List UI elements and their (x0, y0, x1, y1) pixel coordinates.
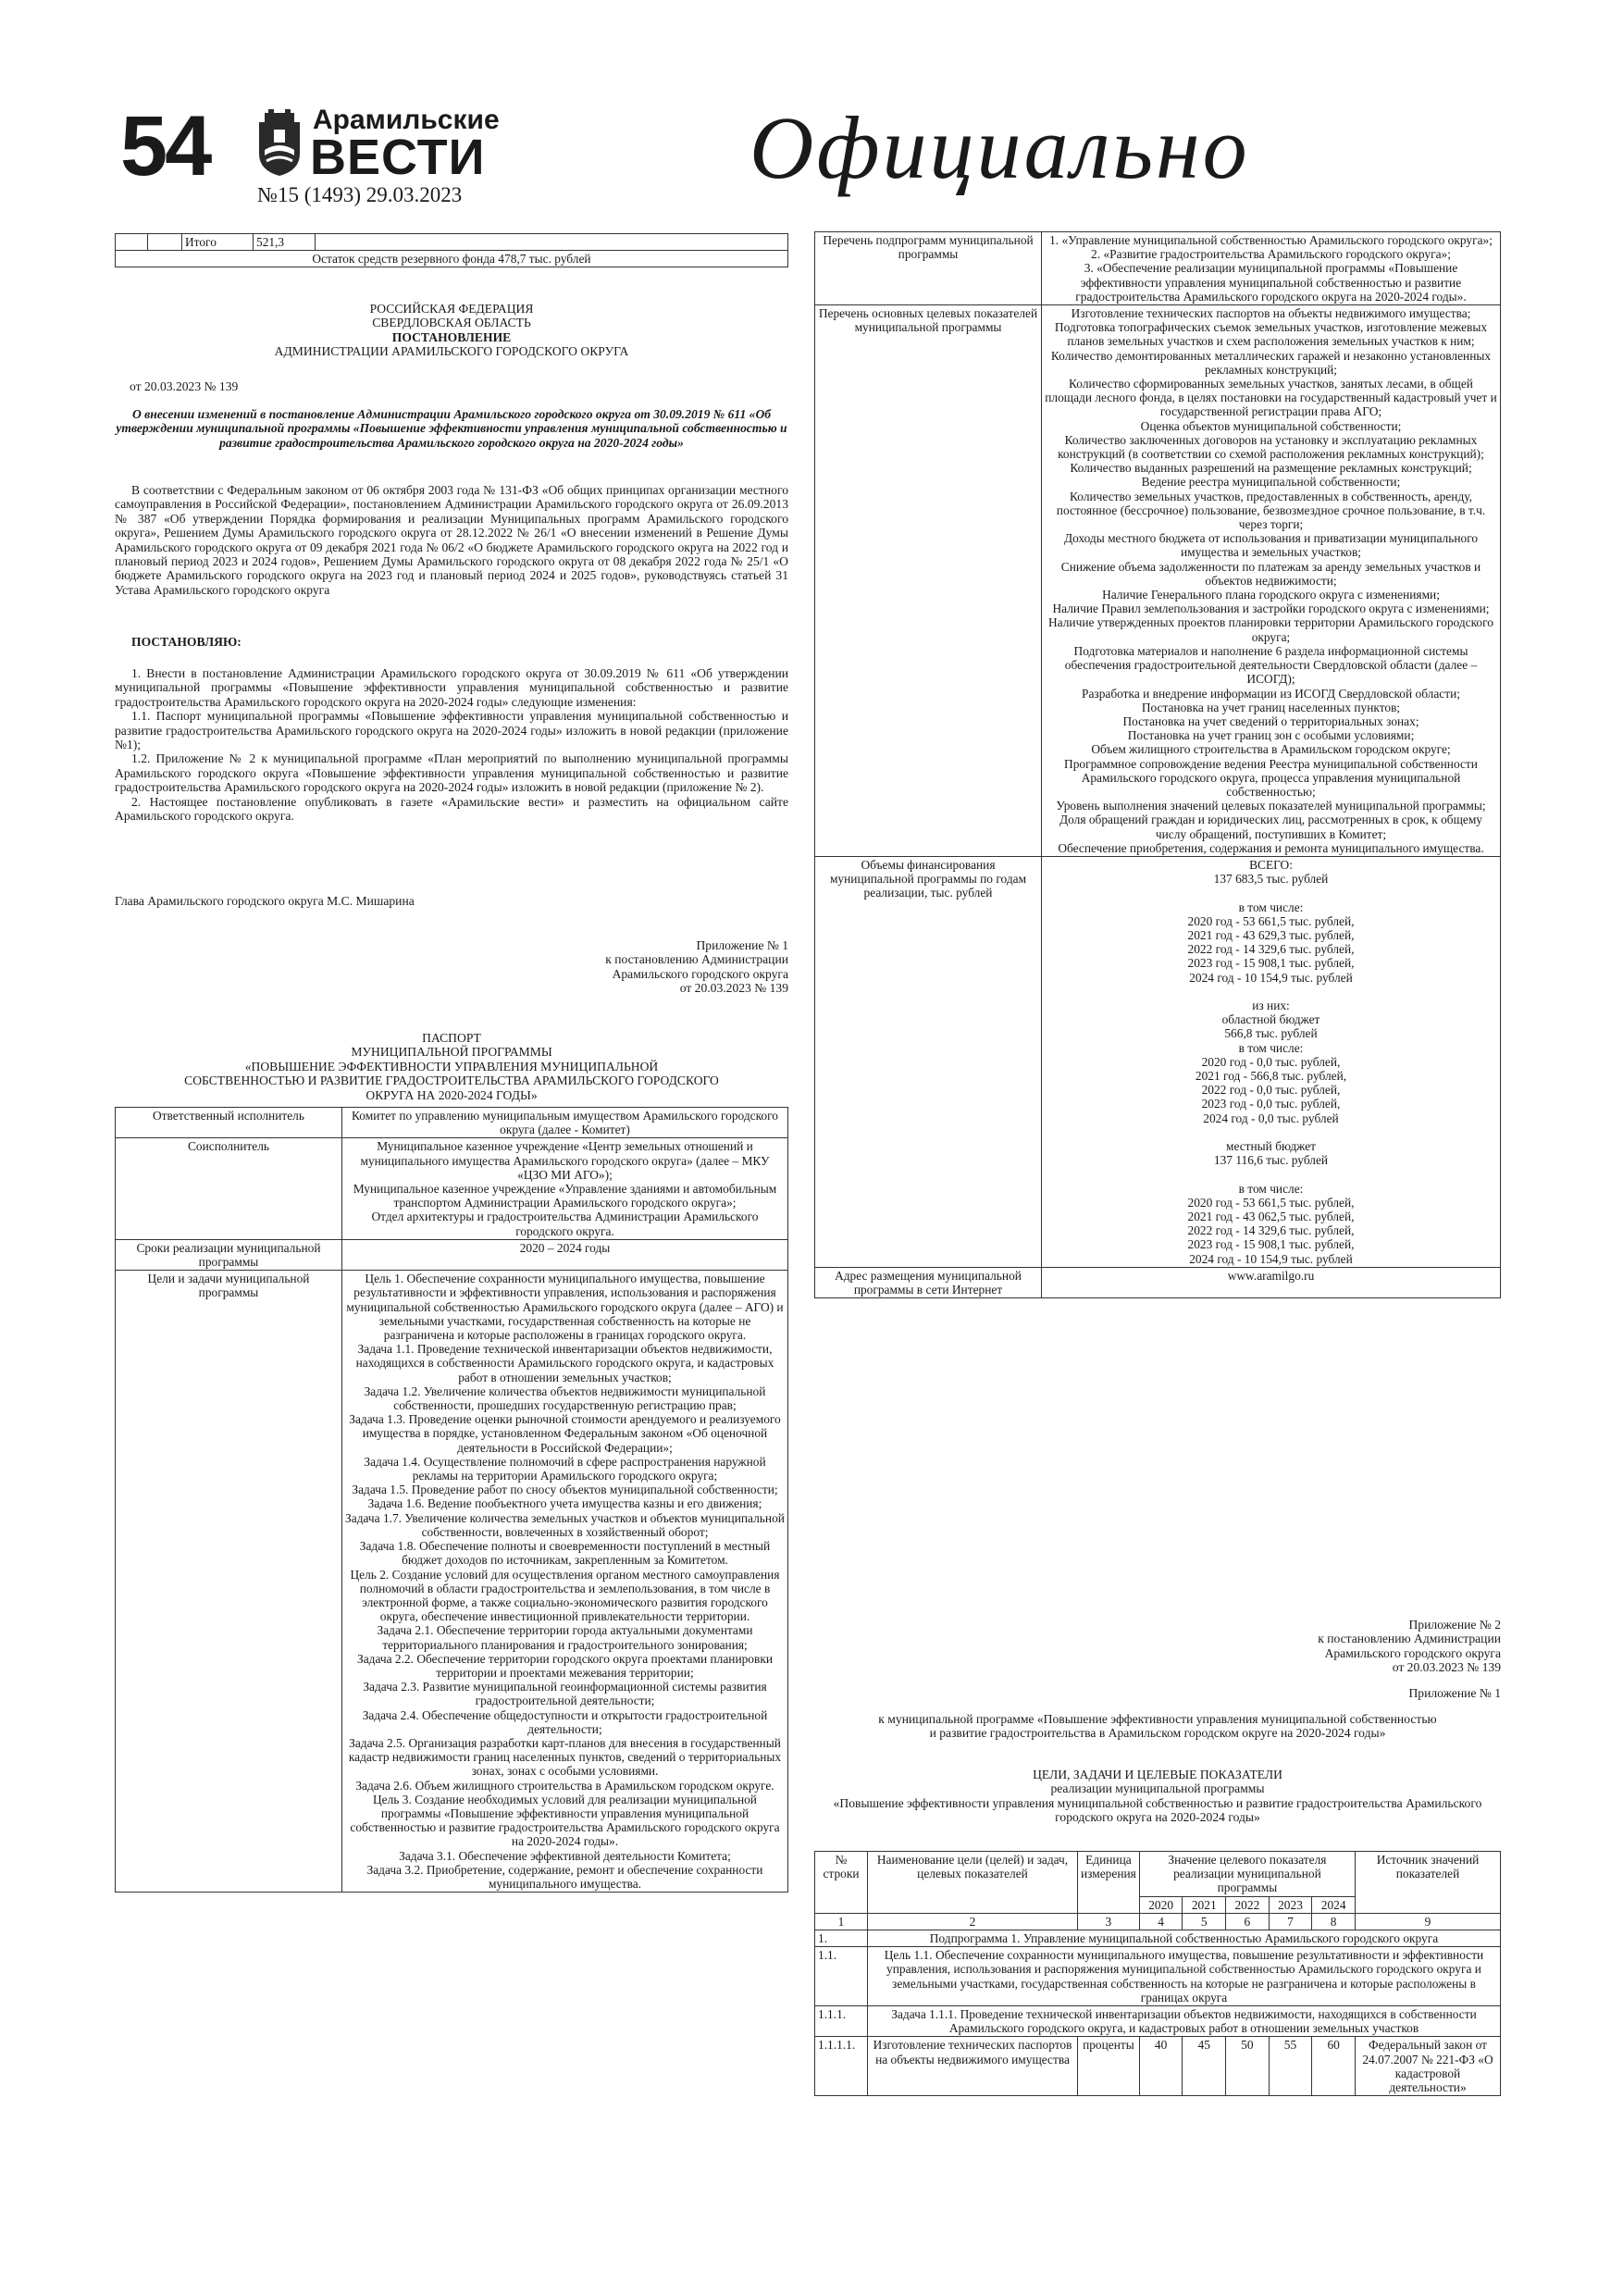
goals-title-line: реализации муниципальной программы (1050, 1781, 1265, 1796)
appendix-2-block (1092, 1618, 1501, 1700)
decree-body (115, 666, 788, 823)
header-doc-type: ПОСТАНОВЛЕНИЕ (391, 329, 512, 344)
indicator-value-2022: 50 (1226, 2037, 1270, 2096)
program-reference-line: к муниципальной программе «Повышение эффективности управления муниципальной собственностью (878, 1712, 1437, 1726)
goals-title (814, 1768, 1501, 1825)
indicator-name: Изготовление технических паспортов на объекты недвижимого имущества (868, 2037, 1078, 2096)
reserve-fund-table (115, 233, 788, 267)
row-number: 1.1. (815, 1947, 868, 2006)
passport-table-continued (814, 231, 1501, 1298)
column-number: 8 (1312, 1913, 1356, 1930)
row-label: Адрес размещения муниципальной программы в сети Интернет (815, 1267, 1042, 1297)
passport-title-line: «ПОВЫШЕНИЕ ЭФФЕКТИВНОСТИ УПРАВЛЕНИЯ МУНИЦИПАЛЬНОЙ (244, 1059, 659, 1074)
table-row (116, 1138, 788, 1239)
column-number: 4 (1139, 1913, 1183, 1930)
appendix-1-line: Арамильского городского округа (612, 966, 788, 981)
year-header: 2024 (1312, 1896, 1356, 1913)
row-number: 1.1.1. (815, 2006, 868, 2037)
decree-item-1-1: 1.1. Паспорт муниципальной программы «Повышение эффективности управления муниципальной собственностью и развитие градостроительства Арамильского городского округа на 2020-2024 годы» изложить в новой редакции (приложение №1); (115, 709, 788, 752)
decree-item-1: 1. Внести в постановление Администрации Арамильского городского округа от 30.09.2019 № 611 «Об утверждении муниципальной программы «Повышение эффективности управления муниципальной собственностью и развитие градостроительства Арамильского городского округа на 2020-2024 годы» следующие изменения: (115, 666, 788, 709)
section-title: Официально (750, 98, 1250, 197)
col-header-name: Наименование цели (целей) и задач, целевых показателей (868, 1852, 1078, 1914)
decree-date: от 20.03.2023 № 139 (130, 379, 239, 393)
row-value: 1. «Управление муниципальной собственностью Арамильского городского округа»; 2. «Развитие градостроительства Арамильского городского округа»; 3. «Обеспечение реализации муниципальной программы «Повышение эффективности управления муниципальной собственностью и развитие градостроительства Арамильского городского округа на 2020-2024 годы». (1042, 232, 1501, 305)
column-number: 7 (1269, 1913, 1312, 1930)
decree-item-2: 2. Настоящее постановление опубликовать в газете «Арамильские вести» и разместить на официальном сайте Арамильского городского округа. (115, 794, 788, 824)
table-row (815, 856, 1501, 1267)
row-value: Изготовление технических паспортов на объекты недвижимого имущества; Подготовка топографических съемок земельных участков, изготовление межевых планов земельных участков и схем расположения земельных участков к ним; Количество демонтированных металлических гаражей и незаконно установленных рекламных конструкций; Количество сформированных земельных участков, занятых лесами, в общей площади лесного фонда, в целях постановки на государственный кадастровый учет и государственной регистрации права АГО; Оценка объектов муниципальной собственности; Количество заключенных договоров на установку и эксплуатацию рекламных конструкций (в соответствии со схемой расположения рекламных конструкций); Количество выданных разрешений на размещение рекламных конструкций; Ведение реестра муниципальной собственности; Количество земельных участков, предоставленных в собственность, аренду, постоянное (бессрочное) пользование, безвозмездное срочное пользование, в т.ч. через торги; Доходы местного бюджета от использования и приватизации муниципального имущества и земельных участков; Снижение объема задолженности по платежам за аренду земельных участков и объектов недвижимости; Наличие Генерального плана городского округа с изменениями; Наличие Правил землепользования и застройки городского округа с изменениями; Наличие утвержденных проектов планировки территории Арамильского городского округа; Подготовка материалов и наполнение 6 раздела информационной системы обеспечения градостроительной деятельности Свердловской области (далее – ИСОГД); Разработка и внедрение информации из ИСОГД Свердловской области; Постановка на учет границ населенных пунктов; Постановка на учет сведений о территориальных зонах; Постановка на учет границ зон с особыми условиями; Объем жилищного строительства в Арамильском городском округе; Программное сопровождение ведения Реестра муниципальной собственности Арамильского городского округа, процесса управления муниципальной собственностью; Уровень выполнения значений целевых показателей муниципальной программы; Доля обращений граждан и юридических лиц, рассмотренных в срок, к общему числу обращений, поступивших в Комитет; Обеспечение приобретения, содержания и ремонта муниципального имущества. (1042, 305, 1501, 857)
table-row (815, 2006, 1501, 2037)
row-label: Объемы финансирования муниципальной программы по годам реализации, тыс. рублей (815, 856, 1042, 1267)
decree-title: О внесении изменений в постановление Администрации Арамильского городского округа от 30.09.2019 № 611 «Об утверждении муниципальной программы «Повышение эффективности управления муниципальной собственностью и развитие градостроительства Арамильского городского округа на 2020-2024 годы» (116, 407, 787, 450)
appendix-2-line: от 20.03.2023 № 139 (1392, 1660, 1501, 1675)
reserve-remainder: Остаток средств резервного фонда 478,7 тыс. рублей (116, 251, 788, 267)
column-number: 6 (1226, 1913, 1270, 1930)
goals-title-line: ЦЕЛИ, ЗАДАЧИ И ЦЕЛЕВЫЕ ПОКАЗАТЕЛИ (1033, 1768, 1282, 1781)
row-label: Ответственный исполнитель (116, 1108, 342, 1138)
year-header: 2023 (1269, 1896, 1312, 1913)
table-row (815, 2037, 1501, 2096)
column-number: 9 (1356, 1913, 1501, 1930)
header-country: РОССИЙСКАЯ ФЕДЕРАЦИЯ (369, 302, 534, 316)
indicator-value-2023: 55 (1269, 2037, 1312, 2096)
row-value: Комитет по управлению муниципальным имуществом Арамильского городского округа (далее - Комитет) (342, 1108, 788, 1138)
appendix-1-block (370, 938, 788, 996)
coat-of-arms-icon (255, 109, 304, 178)
appendix-2-line: Арамильского городского округа (1324, 1645, 1501, 1660)
col-header-no: № строки (815, 1852, 868, 1914)
table-row (116, 1108, 788, 1138)
page-number: 54 (120, 99, 210, 193)
subprogram-title: Подпрограмма 1. Управление муниципальной собственностью Арамильского городского округа (868, 1930, 1501, 1947)
table-row (815, 305, 1501, 857)
goals-table (814, 1851, 1501, 2096)
goal-text: Цель 1.1. Обеспечение сохранности муниципального имущества, повышение результативности и эффективности управления, использования и распоряжения муниципальной собственностью Арамильского городского округа и земельными участками, государственная собственность на которые не разграничена и которые расположены в границах округа (868, 1947, 1501, 2006)
header-authority: АДМИНИСТРАЦИИ АРАМИЛЬСКОГО ГОРОДСКОГО ОКРУГА (274, 344, 629, 359)
year-header: 2022 (1226, 1896, 1270, 1913)
indicator-value-2020: 40 (1139, 2037, 1183, 2096)
brand-title: ВЕСТИ (310, 130, 486, 185)
row-value: ВСЕГО: 137 683,5 тыс. рублей в том числе: 2020 год - 53 661,5 тыс. рублей, 2021 год - 43 629,3 тыс. рублей, 2022 год - 14 329,6 тыс. рублей, 2023 год - 15 908,1 тыс. рублей, 2024 год - 10 154,9 тыс. рублей из них: областной бюджет 566,8 тыс. рублей в том числе: 2020 год - 0,0 тыс. рублей, 2021 год - 566,8 тыс. рублей, 2022 год - 0,0 тыс. рублей, 2023 год - 0,0 тыс. рублей, 2024 год - 0,0 тыс. рублей местный бюджет 137 116,6 тыс. рублей в том числе: 2020 год - 53 661,5 тыс. рублей, 2021 год - 43 062,5 тыс. рублей, 2022 год - 14 329,6 тыс. рублей, 2023 год - 15 908,1 тыс. рублей, 2024 год - 10 154,9 тыс. рублей (1042, 856, 1501, 1267)
table-row (815, 232, 1501, 305)
passport-title-line: МУНИЦИПАЛЬНОЙ ПРОГРАММЫ (351, 1045, 552, 1060)
row-label: Цели и задачи муниципальной программы (116, 1271, 342, 1893)
decree-preamble: В соответствии с Федеральным законом от 06 октября 2003 года № 131-ФЗ «Об общих принципах организации местного самоуправления в Российской Федерации», постановлением Администрации Арамильского городского округа от 26.09.2013 № 387 «Об утверждении Порядка формирования и реализации Муниципальных программ Арамильского городского округа», Решением Думы Арамильского городского округа от 28.12.2022 № 26/1 «О внесении изменений в Решение Думы Арамильского городского округа от 09 декабря 2021 года № 06/2 «О бюджете Арамильского городского округа на 2022 год и плановый период 2023 и 2024 годов», Решением Думы Арамильского городского округа от 08 декабря 2022 года № 25/1 «О бюджете Арамильского городского округа на 2023 год и плановый период 2024 и 2025 годов», руководствуясь статьей 31 Устава Арамильского городского округа (115, 483, 788, 597)
col-header-unit: Единица измерения (1078, 1852, 1140, 1914)
table-row (116, 234, 788, 251)
row-value: www.aramilgo.ru (1042, 1267, 1501, 1297)
year-header: 2020 (1139, 1896, 1183, 1913)
passport-table (115, 1107, 788, 1893)
issue-number: №15 (1493) 29.03.2023 (257, 183, 463, 206)
row-label: Соисполнитель (116, 1138, 342, 1239)
row-value: Цель 1. Обеспечение сохранности муниципального имущества, повышение результативности и эффективности управления, использования и распоряжения муниципальной собственностью Арамильского городского округа (далее – АГО) и земельными участками, государственная собственность на которые не разграничена и которые расположены в границах городского округа. Задача 1.1. Проведение технической инвентаризации объектов недвижимости, находящихся в собственности Арамильского городского округа, и кадастровых работ в отношении земельных участков; Задача 1.2. Увеличение количества объектов недвижимости муниципальной собственности, прошедших государственную регистрацию прав; Задача 1.3. Проведение оценки рыночной стоимости арендуемого и реализуемого имущества в порядке, установленном Федеральным законом «Об оценочной деятельности в Российской Федерации»; Задача 1.4. Осуществление полномочий в сфере распространения наружной рекламы на территории Арамильского городского округа; Задача 1.5. Проведение работ по сносу объектов муниципальной собственности; Задача 1.6. Ведение пообъектного учета имущества казны и его движения; Задача 1.7. Увеличение количества земельных участков и объектов муниципальной собственности, вовлеченных в хозяйственный оборот; Задача 1.8. Обеспечение полноты и своевременности поступлений в местный бюджет доходов по источникам, закрепленным за Комитетом. Цель 2. Создание условий для осуществления органом местного самоуправления полномочий в области градостроительства и землепользования, в том числе в электронной форме, а также социально-экономического развития городского округа, обеспечение инвестиционной привлекательности территории. Задача 2.1. Обеспечение территории города актуальными документами территориального планирования и градостроительного зонирования; Задача 2.2. Обеспечение территории городского округа проектами планировки территории и проектами межевания территории; Задача 2.3. Развитие муниципальной геоинформационной системы развития градостроительной деятельности; Задача 2.4. Обеспечение общедоступности и открытости градостроительной деятельности; Задача 2.5. Организация разработки карт-планов для внесения в государственный кадастр недвижимости границ населенных пунктов, сведений о территориальных зонах, зонах с особыми условиями. Задача 2.6. Объем жилищного строительства в Арамильском городском округе. Цель 3. Создание необходимых условий для реализации муниципальной программы «Повышение эффективности управления муниципальной собственностью и развитие градостроительства Арамильского городского округа на 2020-2024 годы». Задача 3.1. Обеспечение эффективной деятельности Комитета; Задача 3.2. Приобретение, содержание, ремонт и обеспечение сохранности муниципального имущества. (342, 1271, 788, 1893)
indicator-value-2021: 45 (1183, 2037, 1226, 2096)
table-row (116, 251, 788, 267)
row-number: 1. (815, 1930, 868, 1947)
decree-header (115, 302, 788, 359)
row-value: Муниципальное казенное учреждение «Центр земельных отношений и муниципального имущества Арамильского городского округа» (далее – МКУ «ЦЗО МИ АГО»); Муниципальное казенное учреждение «Управление зданиями и автомобильным транспортом Администрации Арамильского городского округа»; Отдел архитектуры и градостроительства Администрации Арамильского городского округа. (342, 1138, 788, 1239)
row-label: Перечень основных целевых показателей муниципальной программы (815, 305, 1042, 857)
task-text: Задача 1.1.1. Проведение технической инвентаризации объектов недвижимости, находящихся в собственности Арамильского городского округа, и кадастровых работ в отношении земельных участков (868, 2006, 1501, 2037)
table-row (116, 1271, 788, 1893)
decree-item-1-2: 1.2. Приложение № 2 к муниципальной программе «План мероприятий по выполнению муниципальной программы Арамильского городского округа «Повышение эффективности управления муниципальной собственностью и развитие градостроительства Арамильского городского округа на 2020-2024 годы» изложить в новой редакции (приложение № 2). (115, 751, 788, 795)
passport-title-line: ПАСПОРТ (422, 1031, 481, 1045)
itogo-value: 521,3 (254, 234, 316, 251)
col-header-source: Источник значений показателей (1356, 1852, 1501, 1914)
indicator-source: Федеральный закон от 24.07.2007 № 221-ФЗ «О кадастровой деятельности» (1356, 2037, 1501, 2096)
appendix-2-line: Приложение № 2 (1408, 1618, 1501, 1632)
appendix-1-line: к постановлению Администрации (605, 952, 788, 967)
row-value: 2020 – 2024 годы (342, 1239, 788, 1270)
decree-resolve: ПОСТАНОВЛЯЮ: (131, 635, 242, 649)
table-row (815, 1913, 1501, 1930)
appendix-2-line: к постановлению Администрации (1318, 1632, 1501, 1646)
indicator-unit: проценты (1078, 2037, 1140, 2096)
appendix-2-line: Приложение № 1 (1408, 1685, 1501, 1700)
program-reference (814, 1712, 1501, 1741)
passport-title-line: СОБСТВЕННОСТЬЮ И РАЗВИТИЕ ГРАДОСТРОИТЕЛЬСТВА АРАМИЛЬСКОГО ГОРОДСКОГО (184, 1074, 719, 1088)
indicator-value-2024: 60 (1312, 2037, 1356, 2096)
col-header-values: Значение целевого показателя реализации муниципальной программы (1139, 1852, 1355, 1897)
appendix-1-line: Приложение № 1 (696, 938, 788, 952)
row-number: 1.1.1.1. (815, 2037, 868, 2096)
passport-title (115, 1031, 788, 1102)
row-label: Сроки реализации муниципальной программы (116, 1239, 342, 1270)
year-header: 2021 (1183, 1896, 1226, 1913)
decree-signature: Глава Арамильского городского округа М.С. Мишарина (115, 894, 415, 908)
itogo-label: Итого (182, 234, 254, 251)
appendix-1-line: от 20.03.2023 № 139 (679, 981, 788, 996)
table-row (116, 1239, 788, 1270)
passport-title-line: ОКРУГА НА 2020-2024 ГОДЫ» (365, 1087, 538, 1102)
header-region: СВЕРДЛОВСКАЯ ОБЛАСТЬ (372, 316, 531, 330)
program-reference-line: и развитие градостроительства в Арамильском городском округе на 2020-2024 годы» (929, 1726, 1386, 1741)
row-label: Перечень подпрограмм муниципальной программы (815, 232, 1042, 305)
table-header-row (815, 1852, 1501, 1897)
goals-title-line: «Повышение эффективности управления муниципальной собственностью и развитие градостроительства Арамильского городского округа на 2020-2024 годы» (833, 1795, 1482, 1825)
column-number: 5 (1183, 1913, 1226, 1930)
table-row (815, 1930, 1501, 1947)
brand-subtitle: Арамильские (313, 105, 500, 135)
column-number: 1 (815, 1913, 868, 1930)
column-number: 3 (1078, 1913, 1140, 1930)
table-row (815, 1947, 1501, 2006)
column-number: 2 (868, 1913, 1078, 1930)
table-row (815, 1267, 1501, 1297)
